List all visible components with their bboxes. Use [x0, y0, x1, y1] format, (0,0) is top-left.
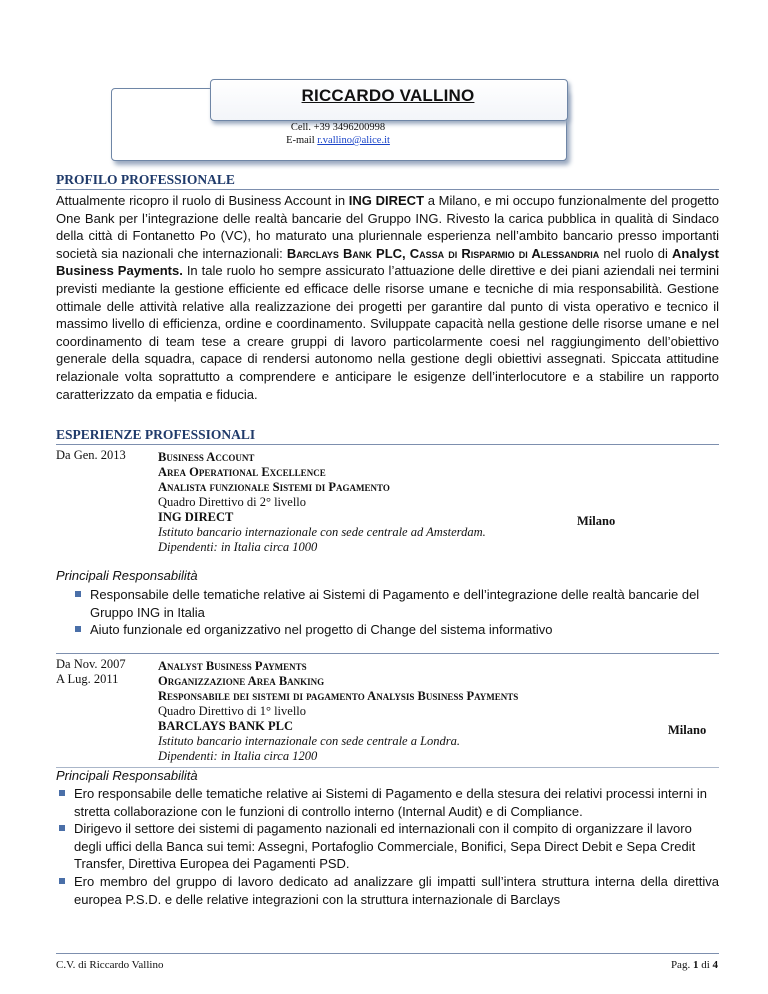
page-current: 1 [692, 959, 699, 971]
job-area: Area Operational Excellence [158, 465, 326, 479]
list-item-text: Aiuto funzionale ed organizzativo nel progetto di Change del sistema informativo [90, 622, 553, 638]
job-company: BARCLAYS BANK PLC [158, 719, 293, 733]
list-item-text: Responsabile delle tematiche relative ai Sistemi di Pagamento e dell’integrazione delle realtà bancarie del Gruppo ING in Italia [90, 587, 700, 620]
job-city: Milano [668, 723, 707, 737]
footer-rule [56, 953, 719, 954]
job-title: Analyst Business Payments [158, 659, 307, 673]
page-number [671, 959, 718, 971]
list-item [72, 586, 712, 621]
section-heading-experience: ESPERIENZE PROFESSIONALI [56, 427, 719, 445]
job-date-start: Da Nov. 2007 [56, 657, 126, 671]
job-date-start: Da Gen. 2013 [56, 448, 126, 462]
job-company: ING DIRECT [158, 510, 234, 524]
job-company-description: Istituto bancario internazionale con sede centrale a Londra. [158, 734, 461, 748]
page-separator: di [698, 959, 713, 971]
job-company-staff: Dipendenti: in Italia circa 1200 [158, 749, 318, 763]
job-level: Quadro Direttivo di 2° livello [158, 495, 307, 509]
job-details [158, 450, 718, 555]
candidate-name: RICCARDO VALLINO [301, 86, 475, 105]
bullet-square-icon [75, 591, 81, 597]
responsibilities-title: Principali Responsabilità [56, 768, 198, 783]
job-company-staff: Dipendenti: in Italia circa 1000 [158, 540, 318, 554]
profile-role: Analyst Business Payments. [56, 245, 720, 279]
section-heading-profile: PROFILO PROFESSIONALE [56, 172, 719, 190]
email-line [111, 134, 565, 147]
responsibilities-list [56, 785, 719, 908]
profile-text-3: nel ruolo di [599, 245, 673, 261]
bullet-square-icon [59, 825, 65, 831]
job-date [56, 448, 126, 463]
job-area: Organizzazione Area Banking [158, 674, 325, 688]
job-date-end: A Lug. 2011 [56, 672, 119, 686]
list-item [56, 873, 719, 908]
profile-text-1: Attualmente ricopro il ruolo di Business Account in [56, 193, 349, 208]
contact-block [111, 121, 565, 147]
bullet-square-icon [75, 626, 81, 632]
job-date [56, 657, 126, 687]
page-total: 4 [712, 959, 718, 971]
job-divider [56, 653, 719, 654]
job-function: Responsabile dei sistemi di pagamento Analysis Business Payments [158, 689, 519, 703]
responsibilities-list [72, 586, 712, 639]
email-link[interactable]: r.vallino@alice.it [317, 135, 390, 146]
job-company-description: Istituto bancario internazionale con sede centrale ad Amsterdam. [158, 525, 486, 539]
bullet-square-icon [59, 878, 65, 884]
email-label: E-mail [286, 135, 318, 146]
job-level: Quadro Direttivo di 1° livello [158, 704, 307, 718]
profile-text-4: In tale ruolo ho sempre assicurato l’attuazione delle direttive e dei piani aziendali nei termini previsti mediante la gestione efficiente ed efficace delle risorse umane e tecniche di mia responsabilità. Gestione ottimale delle attività relative alla realizzazione dei progetti per garantire dal punto di vista operativo e tecnico il massimo livello di efficienza, ordine e coordinamento. Sviluppate capacità nella gestione delle risorse umane e nel coordinamento di team tese a creare gruppi di lavoro particolarmente coesi nel raggiungimento dell’obiettivo generale della squadra, capace di rendersi autonomo nella gestione degli obiettivi assegnati. Spiccata attitudine relazionale volta soprattutto a comprendere e anticipare le esigenze dell’interlocutore e a stabilire un rapporto caratterizzato da empatia e fiducia. [56, 263, 719, 402]
list-item-text: Ero membro del gruppo di lavoro dedicato ad analizzare gli impatti sull’intera struttura interna della direttiva europea P.S.D. e delle relative integrazioni con la struttura internazionale di Barclays [74, 873, 719, 907]
responsibilities-title: Principali Responsabilità [56, 568, 198, 583]
page-prefix: Pag. [670, 959, 693, 971]
list-item-text: Dirigevo il settore dei sistemi di pagamento nazionali ed internazionali con il compito di organizzare il lavoro degli uffici della Banca sui temi: Assegni, Portafoglio Commerciale, Bonifici, Sepa Direct Debit e Sepa Credit Transfer, Direttiva Europea dei Pagamenti PSD. [74, 821, 696, 872]
phone-number: Cell. +39 3496200998 [290, 122, 386, 133]
profile-paragraph [56, 192, 719, 403]
profile-companies-previous: Barclays Bank PLC, Cassa di Risparmio di Alessandria [286, 245, 600, 261]
list-item [72, 621, 712, 639]
bullet-square-icon [59, 790, 65, 796]
profile-text-2: a Milano, e mi occupo funzionalmente del progetto One Bank per l’integrazione delle realtà bancarie del Gruppo ING. Rivesto la carica pubblica in qualità di Sindaco della città di Fontanetto Po (VC), ho maturato una pluriennale esperienza nell’ambito bancario presso importanti società sia nazionali che internazionali: [56, 193, 719, 261]
job-city: Milano [577, 514, 616, 528]
list-item-text: Ero responsabile delle tematiche relative ai Sistemi di Pagamento e della stesura dei relativi processi interni in stretta collaborazione con le funzioni di controllo interno (Internal Audit) e di Compliance. [74, 786, 707, 819]
profile-company-current: ING DIRECT [348, 193, 425, 208]
footer-author: C.V. di Riccardo Vallino [56, 959, 164, 971]
job-function: Analista funzionale Sistemi di Pagamento [158, 480, 390, 494]
list-item [56, 785, 719, 820]
job-details [158, 659, 718, 764]
job-title: Business Account [158, 450, 255, 464]
list-item [56, 820, 719, 873]
